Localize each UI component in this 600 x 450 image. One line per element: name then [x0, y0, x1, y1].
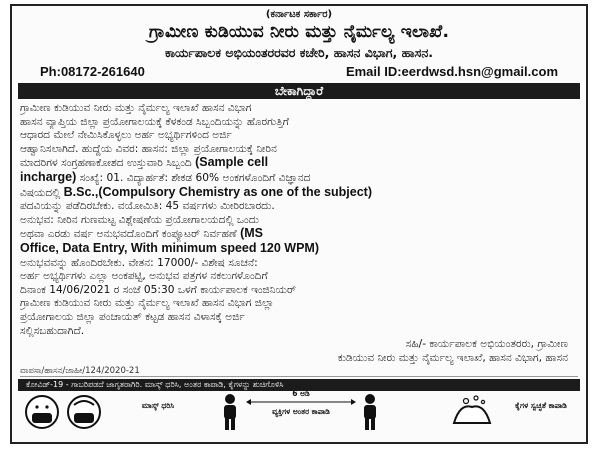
body-line: ಪದವಿಯನ್ನು ಪಡೆದಿರಬೇಕು. ವಯೋಮಿತಿ: 45 ವರ್ಷಗಳು ಮೀರಿರಬಾರದು. — [20, 200, 275, 213]
qualification-bold: B.Sc.,(Compulsory Chemistry as one of the subject) — [63, 185, 373, 199]
body-line — [20, 227, 578, 242]
body-line: ಆಧಾರದ ಮೇಲೆ ನೇಮಿಸಿಕೊಳ್ಳಲು ಅರ್ಹ ಅಭ್ಯರ್ಥಿಗಳಿಂದ ಅರ್ಜಿ — [20, 129, 232, 142]
body-line: ಪ್ರಯೋಗಾಲಯ ಜಿಲ್ಲಾ ಪಂಚಾಯತ್ ಕಟ್ಟಡ ಹಾಸನ ವಿಳಾಸಕ್ಕೆ ಅರ್ಜಿ — [20, 310, 245, 323]
email-address: Email ID:eerdwsd.hsn@gmail.com — [345, 64, 558, 79]
body-line: ಅನುಭವ: ನೀರಿನ ಗುಣಮಟ್ಟ ವಿಶ್ಲೇಷಣೆಯ ಪ್ರಯೋಗಾಲಯದಲ್ಲಿ ಒಂದು — [20, 213, 259, 226]
post-name-bold: (Sample cell — [195, 156, 269, 170]
person-icon — [218, 393, 242, 431]
body-line — [20, 156, 578, 171]
covid-icons-row — [18, 389, 580, 433]
body-text-segment: ಸಂಖ್ಯೆ: 01. ವಿದ್ಯಾರ್ಹತೆ: ಶೇಕಡ 60% ಅಂಕಗಳೊಂದಿಗೆ ವಿಜ್ಞಾನದ — [76, 171, 311, 184]
notice-body — [20, 102, 578, 365]
body-text-segment: ಮಾದರಿಗಳ ಸಂಗ್ರಹಣಾಕೋಶದ ಉಸ್ತುವಾರಿ ಸಿಬ್ಬಂದಿ — [20, 157, 196, 170]
hand-wash-icon — [448, 393, 496, 431]
government-label: (ಕರ್ನಾಟಕ ಸರ್ಕಾರ) — [265, 9, 333, 20]
body-text-segment: ವಿಷಯದಲ್ಲಿ — [20, 186, 64, 199]
header — [12, 9, 586, 79]
distance-label: ವ್ಯಕ್ತಿಗಳ ಅಂತರ ಕಾಪಾಡಿ — [272, 407, 330, 417]
face-mask-icon — [22, 393, 62, 431]
body-line: ದಿನಾಂಕ 14/06/2021 ರ ಸಂಜೆ 05:30 ಒಳಗೆ ಕಾರ್ಯಪಾಲಕ ಇಂಜಿನಿಯರ್ — [20, 283, 297, 296]
body-text-segment: ಅಥವಾ ಎರಡು ವರ್ಷ ಅನುಭವದೊಂದಿಗೆ ಕಂಪ್ಯೂಟರ್ ನಿರ್ವಹಣೆ — [20, 228, 241, 241]
mask-label: ಮಾಸ್ಕ್ ಧರಿಸಿ — [141, 401, 175, 411]
advertisement-frame — [10, 4, 588, 444]
reference-number: ವಾಪಸಾ/ಹಾಸನ/ಜಾಹೀ/124/2020-21 — [20, 366, 578, 377]
signature-line: ಕುಡಿಯುವ ನೀರು ಮತ್ತು ನೈರ್ಮಲ್ಯ ಇಲಾಖೆ, ಹಾಸನ ವಿಭಾಗ, ಹಾಸನ — [337, 351, 568, 364]
body-line: ಗ್ರಾಮೀಣ ಕುಡಿಯುವ ನೀರು ಮತ್ತು ನೈರ್ಮಲ್ಯ ಇಲಾಖೆ ಹಾಸನ ವಿಭಾಗ — [20, 102, 252, 114]
body-line — [20, 186, 578, 201]
notice-title: ಬೇಕಾಗಿದ್ದಾರೆ — [18, 83, 580, 99]
distance-value-label: 6 ಅಡಿ — [292, 389, 310, 399]
body-line — [20, 242, 578, 257]
body-line: ಸಲ್ಲಿಸಬಹುದಾಗಿದೆ. — [20, 324, 85, 337]
signature-line: ಸಹಿ/- ಕಾರ್ಯಪಾಲಕ ಅಭಿಯಂತರರು, ಗ್ರಾಮೀಣ — [405, 338, 568, 351]
office-address: ಕಾರ್ಯಪಾಲಕ ಅಭಿಯಂತರರವರ ಕಚೇರಿ, ಹಾಸನ ವಿಭಾಗ, ಹಾಸನ. — [164, 45, 434, 60]
distance-arrow-icon — [246, 399, 356, 405]
skills-bold: (MS — [240, 227, 264, 241]
phone-number: Ph:08172-261640 — [40, 64, 145, 79]
department-title: ಗ್ರಾಮೀಣ ಕುಡಿಯುವ ನೀರು ಮತ್ತು ನೈರ್ಮಲ್ಯ ಇಲಾಖೆ. — [148, 22, 450, 42]
hand-wash-label: ಕೈಗಳ ಸ್ವಚ್ಛತೆ ಕಾಪಾಡಿ — [515, 401, 567, 411]
body-line — [20, 171, 578, 186]
body-line: ಅನುಭವವನ್ನು ಹೊಂದಿರಬೇಕು. ವೇತನ: 17000/- ವಿಶೇಷ ಸೂಚನೆ: — [20, 256, 258, 269]
covid-strip: ಕೋವಿಡ್-19 - ಗಾಬರಿಪಡದೆ ಜಾಗೃತರಾಗಿರಿ. ಮಾಸ್ಕ್ ಧರಿಸಿ, ಅಂತರ ಕಾಪಾಡಿ, ಕೈಗಳನ್ನು ಶುಚಿಗೊಳಿಸಿ — [18, 379, 580, 391]
body-line: ಆಹ್ವಾನಿಸಲಾಗಿದೆ. ಹುದ್ದೆಯ ವಿವರ: ಹಾಸನ: ಜಿಲ್ಲಾ ಪ್ರಯೋಗಾಲಯಕ್ಕೆ ನೀರಿನ — [20, 142, 277, 155]
person-icon — [358, 393, 382, 431]
contact-row — [12, 64, 586, 79]
body-line: ಹಾಸನ ವ್ಯಾಪ್ತಿಯ ಜಿಲ್ಲಾ ಪ್ರಯೋಗಾಲಯಕ್ಕೆ ಕೆಳಕಂಡ ಸಿಬ್ಬಂದಿಯನ್ನು ಹೊರಗುತ್ತಿಗೆ — [20, 115, 289, 128]
body-line: ಅರ್ಹ ಅಭ್ಯರ್ಥಿಗಳು ಎಲ್ಲಾ ಅಂಕಪಟ್ಟಿ, ಅನುಭವ ಪತ್ರಗಳ ನಕಲುಗಳೊಂದಿಗೆ — [20, 270, 268, 283]
body-line: ಗ್ರಾಮೀಣ ಕುಡಿಯುವ ನೀರು ಮತ್ತು ನೈರ್ಮಲ್ಯ ಇಲಾಖೆ ಹಾಸನ ವಿಭಾಗ ಜಿಲ್ಲಾ — [20, 297, 274, 310]
skills-bold: Office, Data Entry, With minimum speed 120 WPM) — [20, 241, 320, 255]
post-name-bold: incharge) — [20, 170, 77, 184]
face-mask-icon — [64, 393, 104, 431]
